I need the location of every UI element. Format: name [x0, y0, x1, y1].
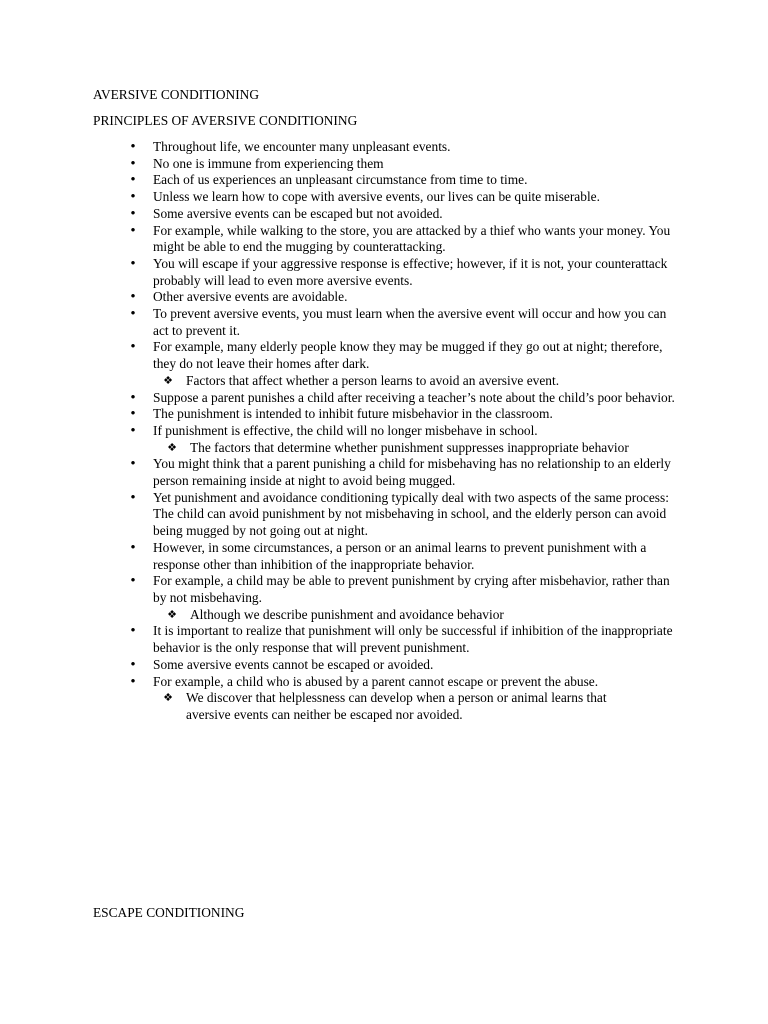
list-item	[0, 456, 683, 489]
bullet-icon: •	[130, 623, 136, 640]
list-item	[0, 390, 683, 407]
bullet-list	[0, 139, 768, 724]
list-item-text: Factors that affect whether a person learns to avoid an aversive event.	[186, 372, 560, 388]
bullet-icon: •	[130, 222, 136, 239]
list-item-text: Some aversive events can be escaped but not avoided.	[153, 205, 443, 221]
diamond-bullet-icon: ❖	[167, 608, 177, 621]
list-item	[0, 657, 683, 674]
list-item	[0, 223, 683, 256]
list-item-text: For example, a child who is abused by a parent cannot escape or prevent the abuse.	[153, 673, 599, 689]
list-item-text: Suppose a parent punishes a child after receiving a teacher’s note about the child’s poor behavior.	[153, 389, 675, 405]
list-item-text: Other aversive events are avoidable.	[153, 289, 348, 305]
bullet-icon: •	[130, 422, 136, 439]
bullet-icon: •	[130, 339, 136, 356]
list-item	[0, 156, 683, 173]
list-item-text: Unless we learn how to cope with aversive events, our lives can be quite miserable.	[153, 189, 600, 205]
bullet-icon: •	[130, 155, 136, 172]
list-item	[0, 423, 683, 440]
list-item-text: For example, while walking to the store, you are attacked by a thief who wants your money. You might be able to end the mugging by counterattacking.	[153, 222, 671, 255]
list-item	[0, 674, 683, 691]
list-item-text: The punishment is intended to inhibit future misbehavior in the classroom.	[153, 406, 553, 422]
list-item	[0, 540, 683, 573]
list-item	[0, 206, 683, 223]
list-item-text: Each of us experiences an unpleasant circumstance from time to time.	[153, 172, 528, 188]
list-item	[0, 256, 683, 289]
document-title: AVERSIVE CONDITIONING	[93, 87, 260, 102]
bullet-icon: •	[130, 205, 136, 222]
bullet-icon: •	[130, 139, 136, 155]
list-item	[0, 306, 683, 339]
list-item	[0, 573, 683, 606]
sub-list-item	[0, 373, 646, 390]
list-item-text: To prevent aversive events, you must learn when the aversive event will occur and how you can act to prevent it.	[153, 306, 667, 338]
sub-list-item	[0, 607, 670, 624]
list-item-text: You might think that a parent punishing a child for misbehaving has no relationship to an elderly person remaining inside at night to avoid being mugged.	[153, 456, 671, 489]
list-item-text: For example, many elderly people know they may be mugged if they go out at night; therefore, they do not leave their homes after dark.	[153, 339, 663, 372]
bullet-icon: •	[130, 289, 136, 306]
list-item	[0, 172, 683, 189]
bullet-icon: •	[130, 489, 136, 506]
bullet-icon: •	[130, 656, 136, 673]
list-item	[0, 189, 683, 206]
list-item-text: It is important to realize that punishment will only be successful if inhibition of the inappropriate behavior is the only response that will prevent punishment.	[153, 623, 673, 656]
list-item-text: However, in some circumstances, a person or an animal learns to prevent punishment with a response other than inhibition of the inappropriate behavior.	[153, 539, 647, 572]
section-title-principles: PRINCIPLES OF AVERSIVE CONDITIONING	[93, 113, 358, 128]
list-item-text: Yet punishment and avoidance conditioning typically deal with two aspects of the same process: The child can avoid punishment by not misbehaving in school, and the elderly person can avoid being mugged by not going out at night.	[153, 489, 669, 539]
list-item-text: Throughout life, we encounter many unpleasant events.	[153, 139, 451, 154]
list-item-text: The factors that determine whether punishment suppresses inappropriate behavior	[190, 439, 629, 455]
diamond-bullet-icon: ❖	[167, 441, 177, 454]
list-item-text: For example, a child may be able to prevent punishment by crying after misbehavior, rather than by not misbehaving.	[153, 573, 670, 605]
bullet-icon: •	[130, 573, 136, 590]
list-item-text: We discover that helplessness can develop when a person or animal learns that aversive events can neither be escaped nor avoided.	[186, 690, 607, 722]
bullet-icon: •	[130, 406, 136, 423]
list-item	[0, 490, 683, 540]
bullet-icon: •	[130, 673, 136, 690]
list-item-text: No one is immune from experiencing them	[153, 155, 384, 171]
list-item	[0, 139, 683, 156]
list-item	[0, 623, 683, 656]
sub-list-item	[0, 690, 646, 723]
list-item	[0, 289, 683, 306]
bullet-icon: •	[130, 389, 136, 406]
bullet-icon: •	[130, 306, 136, 323]
list-item-text: If punishment is effective, the child will no longer misbehave in school.	[153, 422, 538, 438]
bullet-icon: •	[130, 189, 136, 206]
list-item	[0, 339, 683, 372]
section-title-escape: ESCAPE CONDITIONING	[93, 905, 245, 920]
list-item-text: You will escape if your aggressive response is effective; however, if it is not, your counterattack probably will lead to even more aversive events.	[153, 255, 668, 288]
diamond-bullet-icon: ❖	[163, 374, 173, 387]
list-item-text: Although we describe punishment and avoidance behavior	[190, 606, 504, 622]
sub-list-item	[0, 440, 670, 457]
diamond-bullet-icon: ❖	[163, 692, 173, 705]
list-item-text: Some aversive events cannot be escaped or avoided.	[153, 656, 434, 672]
bullet-icon: •	[130, 456, 136, 473]
bullet-icon: •	[130, 172, 136, 189]
bullet-icon: •	[130, 255, 136, 272]
list-item	[0, 406, 683, 423]
bullet-icon: •	[130, 539, 136, 556]
